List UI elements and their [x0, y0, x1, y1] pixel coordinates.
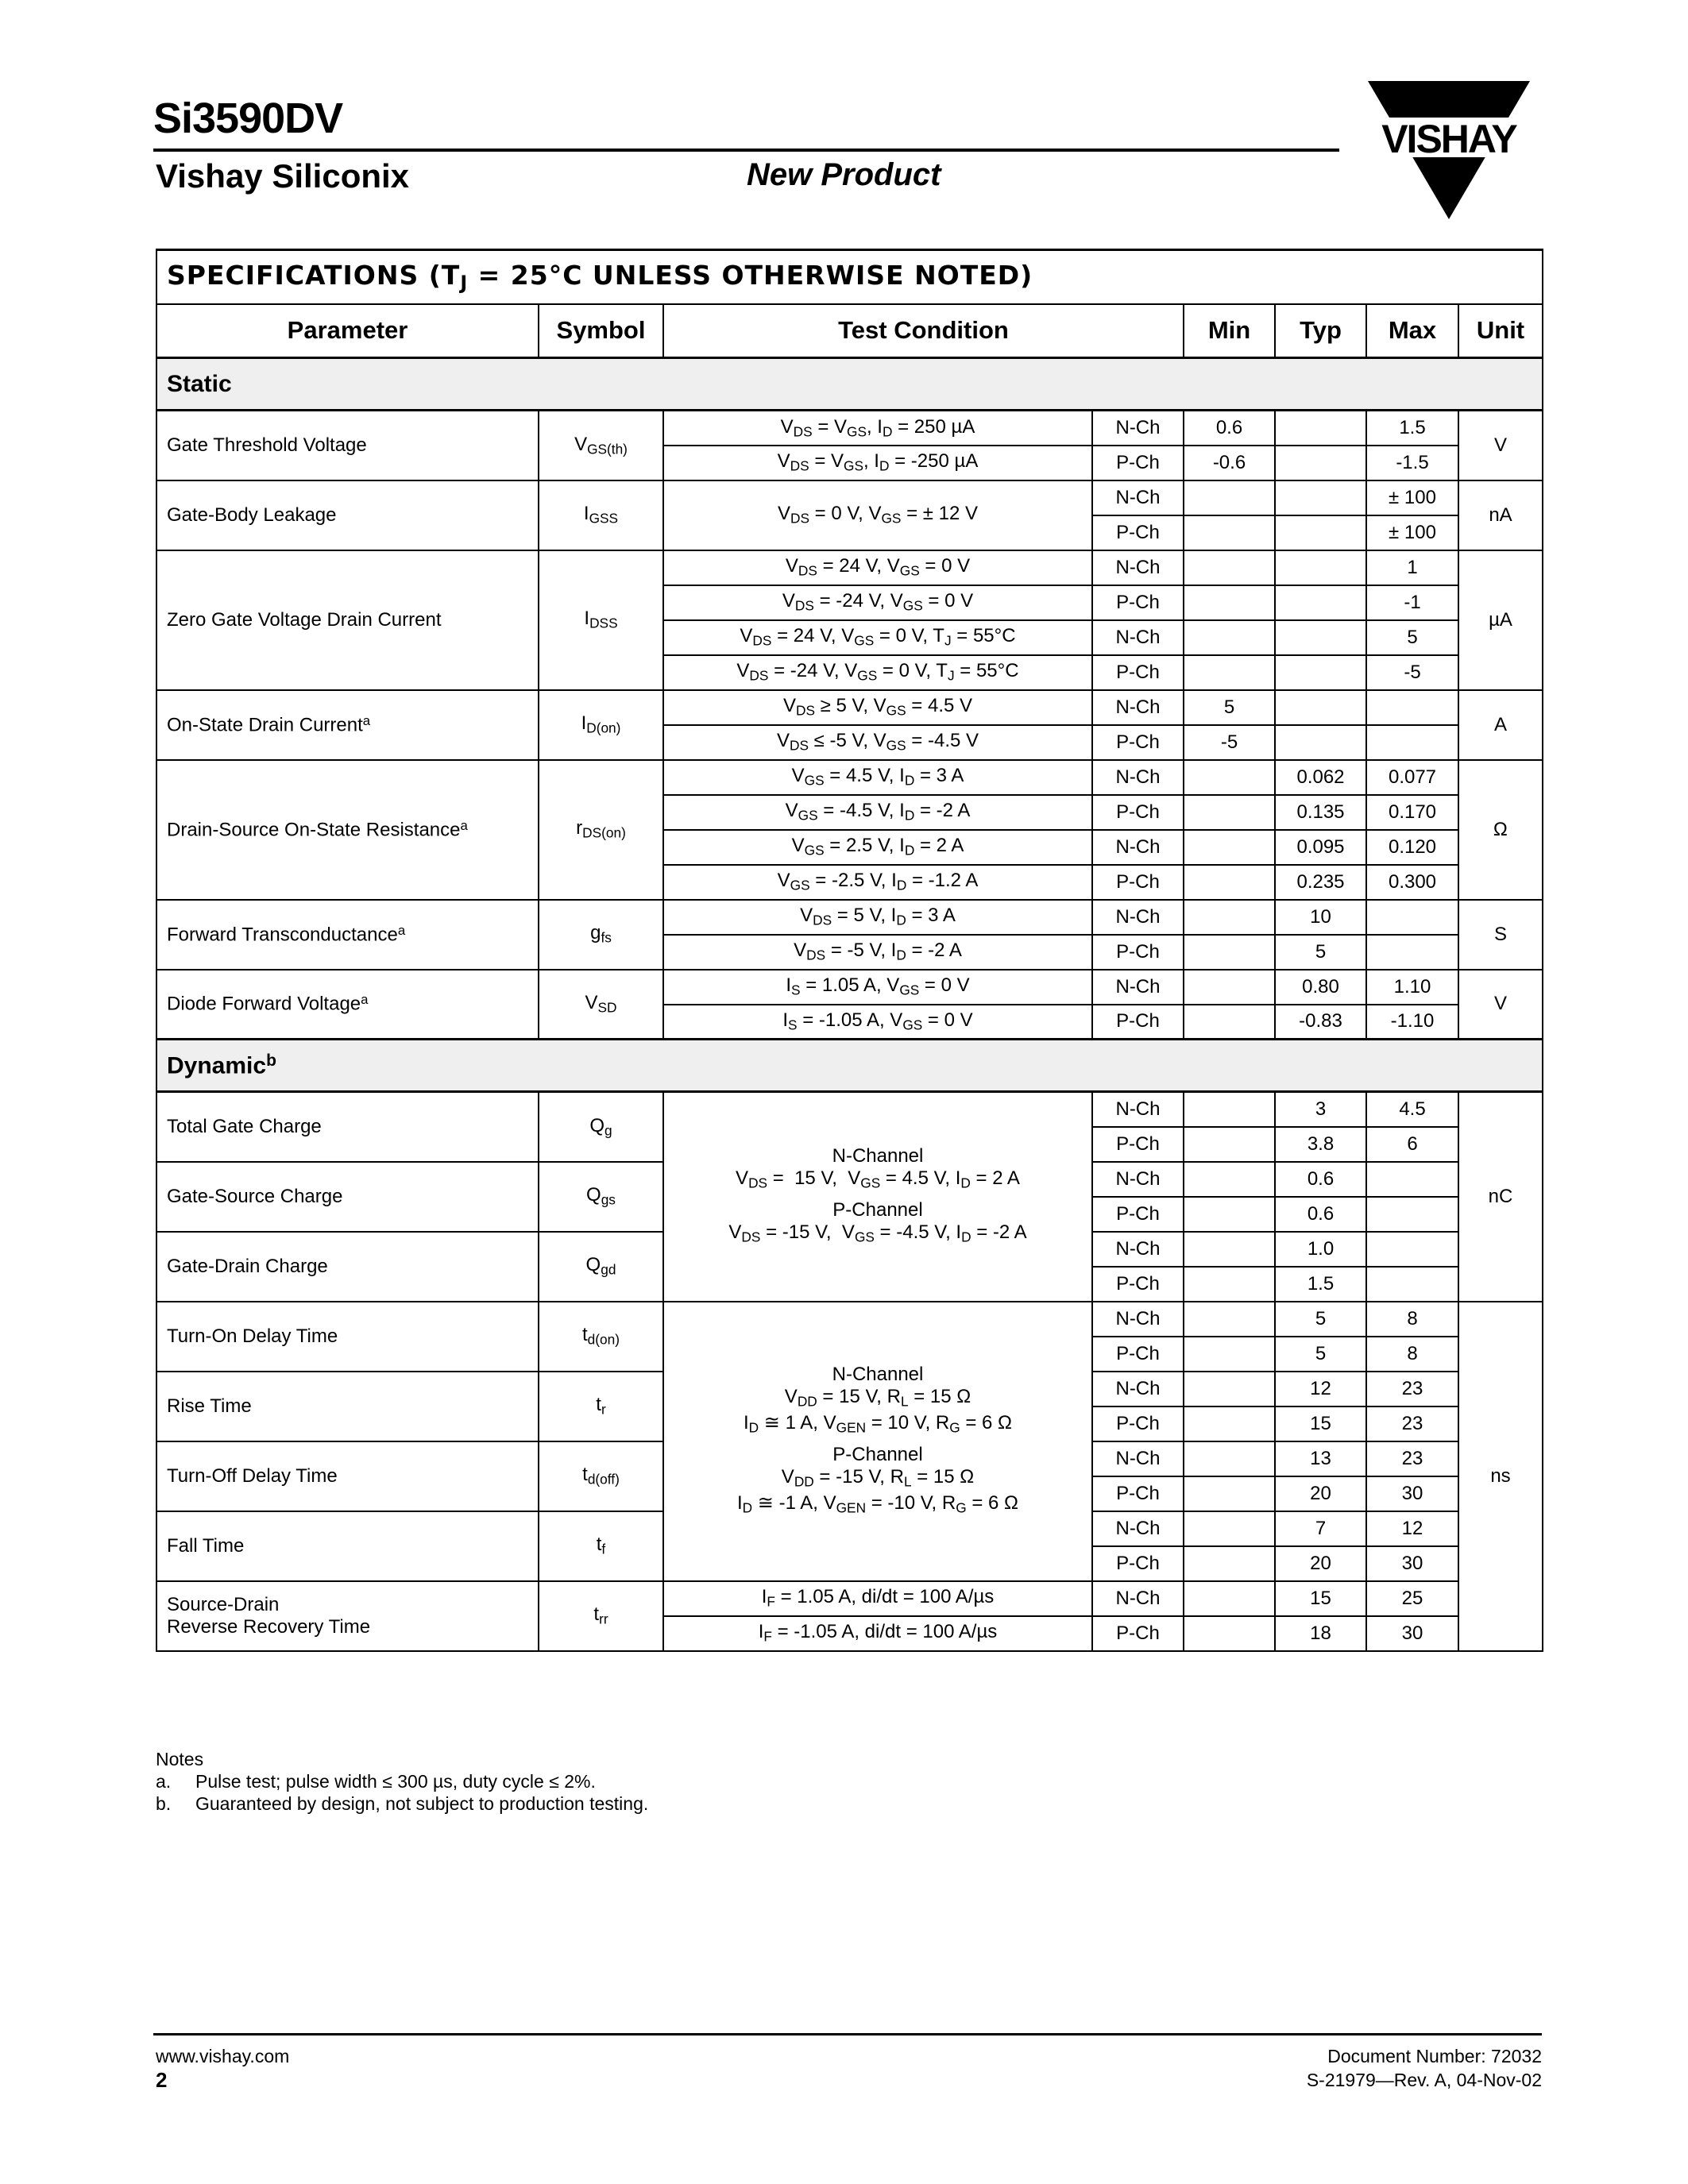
- typ-value: 0.062: [1275, 760, 1366, 795]
- test-condition: $V_{DS} = -24$ V, $V_{GS} = 0$ V, $T_J = 55^\circ C$: [663, 655, 1092, 690]
- channel: N-Ch: [1092, 1162, 1184, 1197]
- max-value: 23: [1366, 1441, 1458, 1476]
- channel: P-Ch: [1092, 1406, 1184, 1441]
- max-value: 0.170: [1366, 795, 1458, 830]
- typ-value: 0.135: [1275, 795, 1366, 830]
- unit: nC: [1458, 1092, 1543, 1302]
- typ-value: 13: [1275, 1441, 1366, 1476]
- table-row: [156, 411, 1543, 446]
- test-condition: $I_F = 1.05$ A, di/dt = 100 A/µs: [663, 1581, 1092, 1616]
- test-condition: $V_{GS} = -4.5$ V, $I_D = -2$ A: [663, 795, 1092, 830]
- channel: N-Ch: [1092, 1232, 1184, 1267]
- symbol: $g_{fs}$: [539, 900, 663, 970]
- test-condition: $V_{GS} = -2.5$ V, $I_D = -1.2$ A: [663, 865, 1092, 900]
- test-condition-gate-charge: N-Channel $V_{DS} = 15$ V, $V_{GS} = 4.5$ V, $I_D = 2$ A P-Channel $V_{DS} = -15$ V, $V_{GS} = -4.5$ V, $I_D = -2$ A: [663, 1092, 1092, 1302]
- channel: P-Ch: [1092, 795, 1184, 830]
- table-row: [156, 690, 1543, 725]
- test-condition: $V_{GS} = 4.5$ V, $I_D = 3$ A: [663, 760, 1092, 795]
- typ-value: 0.6: [1275, 1197, 1366, 1232]
- test-condition-switching: N-Channel $V_{DD} = 15$ V, $R_L = 15$ Ω $I_D$ ≅ 1 A, $V_{GEN} = 10$ V, $R_G = 6$ Ω P-Channel $V_{DD} = -15$ V, $R_L = 15$ Ω $I_D$ ≅ -1 A, $V_{GEN} = -10$ V, $R_G = 6$ Ω: [663, 1302, 1092, 1581]
- typ-value: [1275, 446, 1366, 480]
- channel: P-Ch: [1092, 655, 1184, 690]
- symbol: $Q_g$: [539, 1092, 663, 1162]
- typ-value: 3.8: [1275, 1127, 1366, 1162]
- param-turn-off-delay: Turn-Off Delay Time: [156, 1441, 539, 1511]
- max-value: 5: [1366, 620, 1458, 655]
- max-value: 1.10: [1366, 970, 1458, 1005]
- min-value: -5: [1184, 725, 1275, 760]
- table-row: [156, 900, 1543, 935]
- notes-heading: Notes: [156, 1749, 204, 1769]
- max-value: 30: [1366, 1546, 1458, 1581]
- channel: N-Ch: [1092, 411, 1184, 446]
- test-condition: $V_{GS} = 2.5$ V, $I_D = 2$ A: [663, 830, 1092, 865]
- param-gate-threshold: Gate Threshold Voltage: [156, 411, 539, 480]
- channel: N-Ch: [1092, 1302, 1184, 1337]
- test-condition: $V_{DS} \ge 5$ V, $V_{GS} = 4.5$ V: [663, 690, 1092, 725]
- channel: P-Ch: [1092, 585, 1184, 620]
- channel: N-Ch: [1092, 970, 1184, 1005]
- header-rule: [153, 149, 1339, 152]
- param-on-state-drain-current: On-State Drain Current$^a$: [156, 690, 539, 760]
- max-value: 8: [1366, 1302, 1458, 1337]
- section-dynamic: Dynamic$^b$: [156, 1040, 1543, 1092]
- typ-value: 20: [1275, 1546, 1366, 1581]
- channel: P-Ch: [1092, 1476, 1184, 1511]
- max-value: ± 100: [1366, 480, 1458, 515]
- notes: [156, 1748, 648, 1815]
- channel: N-Ch: [1092, 1511, 1184, 1546]
- logo-text: VISHAY: [1381, 117, 1516, 161]
- test-condition: $V_{DS} = -24$ V, $V_{GS} = 0$ V: [663, 585, 1092, 620]
- symbol: $V_{SD}$: [539, 970, 663, 1040]
- section-static: Static: [156, 358, 1543, 411]
- col-test-condition: Test Condition: [663, 304, 1184, 358]
- specifications-table: [156, 249, 1543, 1652]
- typ-value: 12: [1275, 1372, 1366, 1406]
- max-value: 12: [1366, 1511, 1458, 1546]
- typ-value: 18: [1275, 1616, 1366, 1651]
- channel: N-Ch: [1092, 1441, 1184, 1476]
- test-condition: $V_{DS} = V_{GS}$, $I_D = 250$ µA: [663, 411, 1092, 446]
- typ-value: 5: [1275, 935, 1366, 970]
- channel: P-Ch: [1092, 1546, 1184, 1581]
- test-condition: $V_{DS} = V_{GS}$, $I_D = -250$ µA: [663, 446, 1092, 480]
- table-row: [156, 970, 1543, 1005]
- company-name: Vishay Siliconix: [156, 157, 410, 195]
- channel: P-Ch: [1092, 1197, 1184, 1232]
- symbol: $I_{D(on)}$: [539, 690, 663, 760]
- param-reverse-recovery-time: Source-Drain Reverse Recovery Time: [156, 1581, 539, 1651]
- column-headers: [156, 304, 1543, 358]
- table-row: [156, 760, 1543, 795]
- param-on-state-resistance: Drain-Source On-State Resistance$^a$: [156, 760, 539, 900]
- min-value: 5: [1184, 690, 1275, 725]
- symbol: $V_{GS(th)}$: [539, 411, 663, 480]
- test-condition: $V_{DS} = -5$ V, $I_D = -2$ A: [663, 935, 1092, 970]
- note-a: a. Pulse test; pulse width ≤ 300 µs, duty cycle ≤ 2%.: [156, 1771, 596, 1792]
- param-gate-source-charge: Gate-Source Charge: [156, 1162, 539, 1232]
- channel: N-Ch: [1092, 1092, 1184, 1127]
- typ-value: 5: [1275, 1302, 1366, 1337]
- typ-value: 0.095: [1275, 830, 1366, 865]
- product-status: New Product: [747, 157, 941, 192]
- typ-value: 15: [1275, 1406, 1366, 1441]
- note-b: b. Guaranteed by design, not subject to production testing.: [156, 1793, 649, 1814]
- channel: N-Ch: [1092, 1372, 1184, 1406]
- document-number: Document Number: 72032: [1327, 2046, 1542, 2066]
- typ-value: 0.80: [1275, 970, 1366, 1005]
- footer-rule: [153, 2033, 1542, 2035]
- max-value: 23: [1366, 1372, 1458, 1406]
- max-value: 0.300: [1366, 865, 1458, 900]
- revision: S-21979—Rev. A, 04-Nov-02: [1306, 2070, 1542, 2090]
- symbol: $t_{rr}$: [539, 1581, 663, 1651]
- max-value: 1: [1366, 550, 1458, 585]
- channel: N-Ch: [1092, 620, 1184, 655]
- channel: N-Ch: [1092, 830, 1184, 865]
- max-value: -5: [1366, 655, 1458, 690]
- unit: V: [1458, 970, 1543, 1040]
- channel: N-Ch: [1092, 1581, 1184, 1616]
- typ-value: -0.83: [1275, 1005, 1366, 1040]
- col-min: Min: [1184, 304, 1275, 358]
- channel: P-Ch: [1092, 935, 1184, 970]
- footer-left: [156, 2044, 289, 2092]
- unit: nA: [1458, 480, 1543, 550]
- col-unit: Unit: [1458, 304, 1543, 358]
- page-number: 2: [156, 2068, 168, 2092]
- typ-value: 7: [1275, 1511, 1366, 1546]
- symbol: $t_{d(on)}$: [539, 1302, 663, 1372]
- test-condition: $V_{DS} = 24$ V, $V_{GS} = 0$ V: [663, 550, 1092, 585]
- max-value: ± 100: [1366, 515, 1458, 550]
- unit: A: [1458, 690, 1543, 760]
- param-diode-forward-voltage: Diode Forward Voltage$^a$: [156, 970, 539, 1040]
- col-max: Max: [1366, 304, 1458, 358]
- table-row: [156, 1092, 1543, 1127]
- max-value: 0.077: [1366, 760, 1458, 795]
- channel: P-Ch: [1092, 1127, 1184, 1162]
- max-value: 30: [1366, 1476, 1458, 1511]
- channel: P-Ch: [1092, 1337, 1184, 1372]
- channel: P-Ch: [1092, 515, 1184, 550]
- table-row: [156, 1581, 1543, 1616]
- param-gate-drain-charge: Gate-Drain Charge: [156, 1232, 539, 1302]
- footer-right: [1307, 2044, 1542, 2092]
- param-gate-body-leakage: Gate-Body Leakage: [156, 480, 539, 550]
- max-value: 4.5: [1366, 1092, 1458, 1127]
- channel: P-Ch: [1092, 1267, 1184, 1302]
- unit: V: [1458, 411, 1543, 480]
- symbol: $I_{DSS}$: [539, 550, 663, 690]
- symbol: $t_r$: [539, 1372, 663, 1441]
- max-value: 6: [1366, 1127, 1458, 1162]
- symbol: $r_{DS(on)}$: [539, 760, 663, 900]
- unit: Ω: [1458, 760, 1543, 900]
- typ-value: 0.6: [1275, 1162, 1366, 1197]
- channel: P-Ch: [1092, 865, 1184, 900]
- channel: N-Ch: [1092, 900, 1184, 935]
- unit: ns: [1458, 1302, 1543, 1651]
- col-parameter: Parameter: [156, 304, 539, 358]
- test-condition: $V_{DS} = 0$ V, $V_{GS}$ = ± 12 V: [663, 480, 1092, 550]
- param-rise-time: Rise Time: [156, 1372, 539, 1441]
- unit: S: [1458, 900, 1543, 970]
- typ-value: 1.5: [1275, 1267, 1366, 1302]
- max-value: 0.120: [1366, 830, 1458, 865]
- col-symbol: Symbol: [539, 304, 663, 358]
- channel: P-Ch: [1092, 1005, 1184, 1040]
- symbol: $Q_{gd}$: [539, 1232, 663, 1302]
- symbol: $I_{GSS}$: [539, 480, 663, 550]
- param-forward-transconductance: Forward Transconductance$^a$: [156, 900, 539, 970]
- typ-value: 3: [1275, 1092, 1366, 1127]
- min-value: 0.6: [1184, 411, 1275, 446]
- channel: N-Ch: [1092, 690, 1184, 725]
- max-value: -1.5: [1366, 446, 1458, 480]
- test-condition: $I_F = -1.05$ A, di/dt = 100 A/µs: [663, 1616, 1092, 1651]
- channel: P-Ch: [1092, 446, 1184, 480]
- part-number: Si3590DV: [153, 95, 343, 142]
- symbol: $t_{d(off)}$: [539, 1441, 663, 1511]
- col-typ: Typ: [1275, 304, 1366, 358]
- max-value: 1.5: [1366, 411, 1458, 446]
- typ-value: [1275, 411, 1366, 446]
- param-turn-on-delay: Turn-On Delay Time: [156, 1302, 539, 1372]
- max-value: 23: [1366, 1406, 1458, 1441]
- channel: P-Ch: [1092, 1616, 1184, 1651]
- website-link[interactable]: www.vishay.com: [156, 2046, 290, 2066]
- channel: P-Ch: [1092, 725, 1184, 760]
- test-condition: $I_S = -1.05$ A, $V_{GS} = 0$ V: [663, 1005, 1092, 1040]
- param-zero-gate-drain-current: Zero Gate Voltage Drain Current: [156, 550, 539, 690]
- test-condition: $V_{DS} \le -5$ V, $V_{GS} = -4.5$ V: [663, 725, 1092, 760]
- param-fall-time: Fall Time: [156, 1511, 539, 1581]
- channel: N-Ch: [1092, 480, 1184, 515]
- table-row: [156, 550, 1543, 585]
- max-value: 30: [1366, 1616, 1458, 1651]
- typ-value: 5: [1275, 1337, 1366, 1372]
- max-value: 25: [1366, 1581, 1458, 1616]
- table-row: [156, 1302, 1543, 1337]
- test-condition: $I_S = 1.05$ A, $V_{GS} = 0$ V: [663, 970, 1092, 1005]
- table-title: SPECIFICATIONS ($T_J = 25^\circ C$ UNLESS OTHERWISE NOTED): [156, 250, 1543, 304]
- max-value: 8: [1366, 1337, 1458, 1372]
- symbol: $Q_{gs}$: [539, 1162, 663, 1232]
- typ-value: 20: [1275, 1476, 1366, 1511]
- channel: N-Ch: [1092, 550, 1184, 585]
- max-value: -1: [1366, 585, 1458, 620]
- typ-value: 1.0: [1275, 1232, 1366, 1267]
- table-row: [156, 480, 1543, 515]
- unit: µA: [1458, 550, 1543, 690]
- typ-value: 0.235: [1275, 865, 1366, 900]
- min-value: -0.6: [1184, 446, 1275, 480]
- test-condition: $V_{DS} = 24$ V, $V_{GS} = 0$ V, $T_J = 55^\circ C$: [663, 620, 1092, 655]
- symbol: $t_f$: [539, 1511, 663, 1581]
- max-value: -1.10: [1366, 1005, 1458, 1040]
- test-condition: $V_{DS} = 5$ V, $I_D = 3$ A: [663, 900, 1092, 935]
- param-total-gate-charge: Total Gate Charge: [156, 1092, 539, 1162]
- typ-value: 15: [1275, 1581, 1366, 1616]
- channel: N-Ch: [1092, 760, 1184, 795]
- typ-value: 10: [1275, 900, 1366, 935]
- vishay-logo: [1362, 78, 1536, 222]
